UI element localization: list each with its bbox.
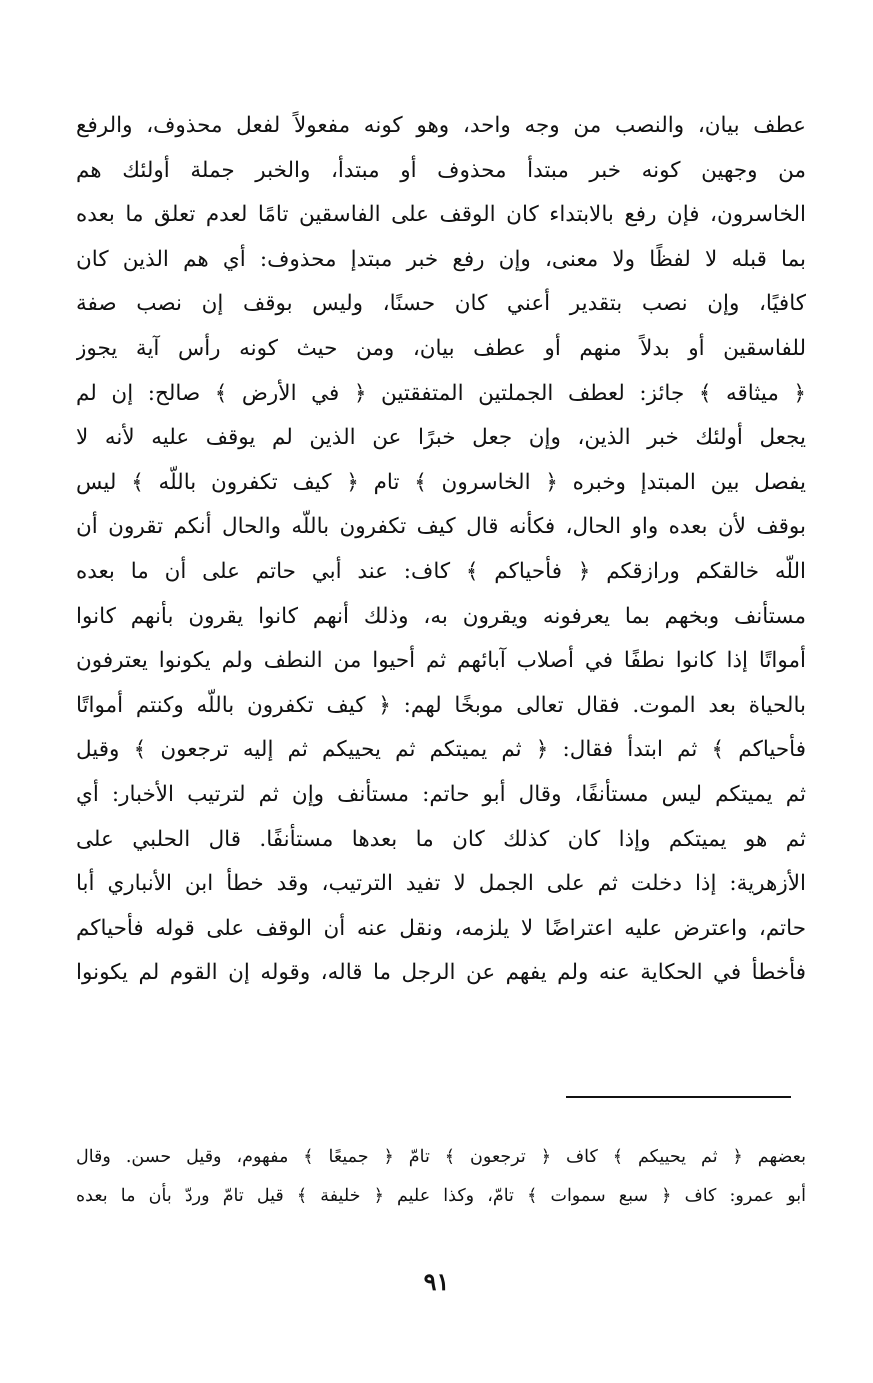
footnote-line-1: بعضهم ﴿ ثم يحييكم ﴾ كاف ﴿ ترجعون ﴾ تامّ ﴿ جميعًا ﴾ مفهوم، وقيل حسن. وقال [76, 1147, 806, 1167]
text-line-6: للفاسقين أو بدلاً منهم أو عطف بيان، ومن حيث كونه رأس آية يجوز [76, 335, 806, 361]
text-line-2: من وجهين كونه خبر مبتدأ محذوف أو مبتدأ، والخبر جملة أولئك هم [76, 157, 806, 183]
text-line-8: يجعل أولئك خبر الذين، وإن جعل خبرًا عن الذين لم يوقف عليه لأنه لا [76, 425, 806, 451]
text-line-7: ﴿ ميثاقه ﴾ جائز: لعطف الجملتين المتفقتين ﴿ في الأرض ﴾ صالح: إن لم [76, 380, 806, 406]
text-line-17: ثم هو يميتكم وإذا كان كذلك كان ما بعدها مستأنفًا. قال الحلبي على [76, 826, 806, 852]
footnote-separator [566, 1096, 791, 1098]
text-line-9: يفصل بين المبتدإ وخبره ﴿ الخاسرون ﴾ تام ﴿ كيف تكفرون باللّه ﴾ ليس [76, 469, 806, 495]
text-line-11: اللّه خالقكم ورازقكم ﴿ فأحياكم ﴾ كاف: عند أبي حاتم على أن ما بعده [76, 558, 806, 584]
text-line-19: حاتم، واعترض عليه اعتراضًا لا يلزمه، ونقل عنه أن الوقف على قوله فأحياكم [76, 915, 806, 941]
footnote-block [76, 1138, 806, 1216]
text-line-10: بوقف لأن بعده واو الحال، فكأنه قال كيف تكفرون باللّه والحال أنكم تقرون أن [76, 514, 806, 540]
text-line-15: فأحياكم ﴾ ثم ابتدأ فقال: ﴿ ثم يميتكم ثم يحييكم ثم إليه ترجعون ﴾ وقيل [76, 737, 806, 763]
footnote-line-2: أبو عمرو: كاف ﴿ سبع سموات ﴾ تامّ، وكذا عليم ﴿ خليفة ﴾ قيل تامّ وردّ بأن ما بعده [76, 1186, 806, 1206]
text-line-12: مستأنف وبخهم بما يعرفونه ويقرون به، وذلك أنهم كانوا يقرون بأنهم كانوا [76, 603, 806, 629]
text-line-16: ثم يميتكم ليس مستأنفًا، وقال أبو حاتم: مستأنف وإن ثم لترتيب الأخبار: أي [76, 781, 806, 807]
text-line-4: بما قبله لا لفظًا ولا معنى، وإن رفع خبر مبتدإ محذوف: أي هم الذين كان [76, 246, 806, 272]
text-line-13: أمواتًا إذا كانوا نطفًا في أصلاب آبائهم ثم أحيوا من النطف ولم يكونوا يعترفون [76, 648, 806, 674]
main-text-block [76, 104, 806, 996]
page-number: ٩١ [423, 1267, 450, 1296]
text-line-20: فأخطأ في الحكاية عنه ولم يفهم عن الرجل ما قاله، وقوله إن القوم لم يكونوا [76, 960, 806, 986]
text-line-18: الأزهرية: إذا دخلت ثم على الجمل لا تفيد الترتيب، وقد خطأ ابن الأنباري أبا [76, 871, 806, 897]
text-line-1: عطف بيان، والنصب من وجه واحد، وهو كونه مفعولاً لفعل محذوف، والرفع [76, 113, 806, 138]
text-line-14: بالحياة بعد الموت. فقال تعالى موبخًا لهم: ﴿ كيف تكفرون باللّه وكنتم أمواتًا [76, 692, 806, 718]
text-line-3: الخاسرون، فإن رفع بالابتداء كان الوقف على الفاسقين تامًا لعدم تعلق ما بعده [76, 202, 806, 228]
text-line-5: كافيًا، وإن نصب بتقدير أعني كان حسنًا، وليس بوقف إن نصب صفة [76, 291, 806, 317]
